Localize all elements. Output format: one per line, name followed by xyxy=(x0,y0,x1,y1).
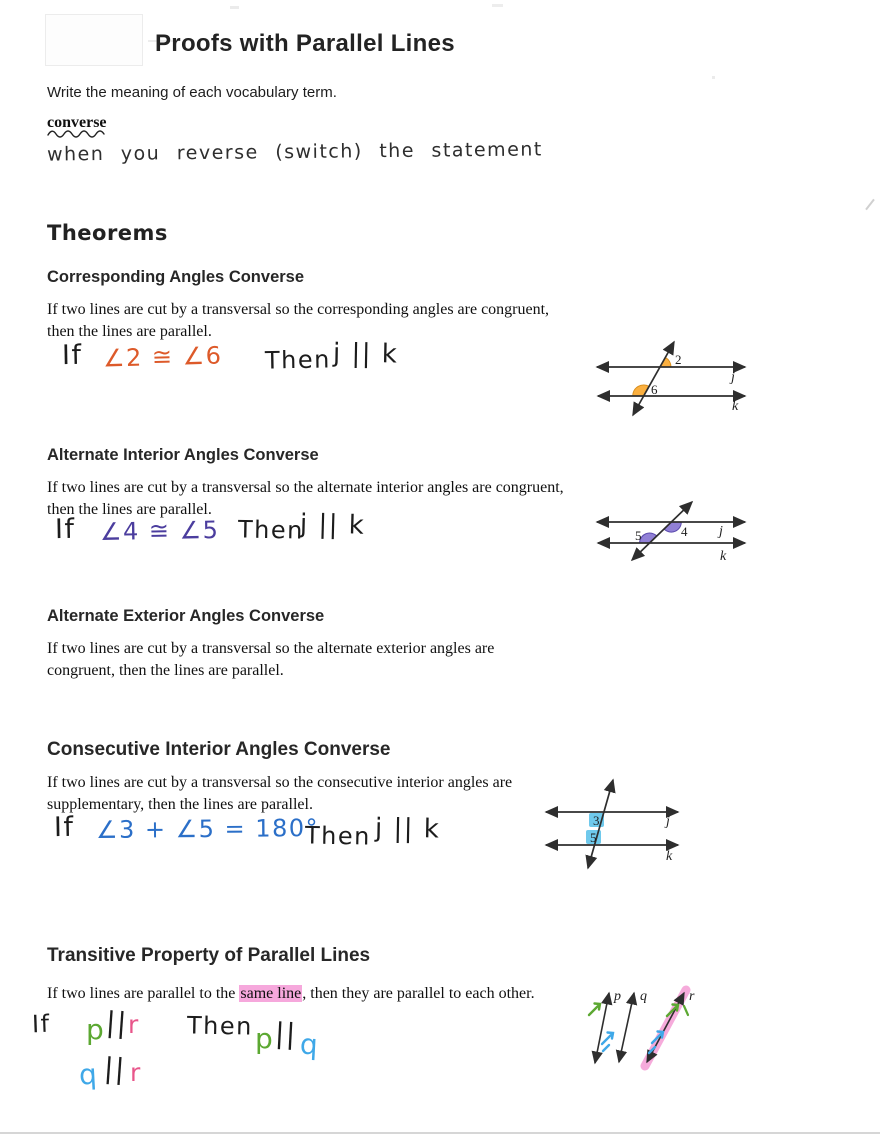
line-q xyxy=(619,993,634,1062)
body-line: , then they are parallel to each other. xyxy=(302,985,535,1002)
section-heading: Transitive Property of Parallel Lines xyxy=(47,945,371,966)
body-line: congruent, then the lines are parallel. xyxy=(47,661,284,679)
corresponding-diagram xyxy=(592,328,767,423)
blue-pen-mark xyxy=(602,1033,613,1052)
scan-artifact xyxy=(492,4,503,7)
transitive-diagram xyxy=(583,980,713,1085)
scan-artifact xyxy=(712,76,715,79)
angle-3-label: 3 xyxy=(593,813,600,828)
hw-parallel-bars: || xyxy=(104,1005,129,1040)
hw-r: r xyxy=(128,1010,140,1039)
body-line: If two lines are cut by a transversal so the corresponding angles are congruent, xyxy=(47,301,550,318)
highlighted-phrase: same line xyxy=(240,985,302,1002)
angle-2-label: 2 xyxy=(675,352,682,367)
vocab-term: converse xyxy=(47,114,107,131)
angle-4-label: 4 xyxy=(681,524,688,539)
scan-artifact xyxy=(865,199,875,210)
angle-5-label: 5 xyxy=(590,830,597,845)
hw-p: p xyxy=(255,1022,275,1055)
section-heading: Corresponding Angles Converse xyxy=(47,268,305,286)
body-line: then the lines are parallel. xyxy=(47,322,212,340)
hw-if: If xyxy=(53,811,75,844)
section-heading: Alternate Exterior Angles Converse xyxy=(47,607,325,625)
hw-parallel-bars: || xyxy=(102,1051,127,1086)
hw-condition: ∠4 ≅ ∠5 xyxy=(99,515,220,547)
section-body xyxy=(47,638,587,681)
angle-5-label: 5 xyxy=(635,528,642,543)
hw-r: r xyxy=(130,1058,142,1087)
section-body xyxy=(47,772,587,815)
hw-if: If xyxy=(54,513,76,546)
hw-conclusion: j || k xyxy=(332,338,399,370)
wavy-underline xyxy=(46,129,116,139)
page-bottom-edge xyxy=(0,1132,880,1134)
line-k-label: k xyxy=(666,849,673,864)
line-j-label: j xyxy=(719,524,723,539)
line-j-label: j xyxy=(666,814,670,829)
body-line: If two lines are cut by a transversal so the alternate exterior angles are xyxy=(47,640,495,657)
hw-parallel-bars: || xyxy=(274,1016,298,1051)
hw-then: Then xyxy=(237,515,305,545)
line-r xyxy=(647,993,684,1062)
theorems-heading: Theorems xyxy=(47,221,168,245)
line-j-label: j xyxy=(731,370,735,385)
body-line: If two lines are cut by a transversal so the alternate interior angles are congruent, xyxy=(47,479,564,496)
body-line: If two lines are cut by a transversal so the consecutive interior angles are xyxy=(47,774,513,791)
section-heading: Consecutive Interior Angles Converse xyxy=(47,739,391,760)
body-line: supplementary, then the lines are parallel. xyxy=(47,795,313,813)
whiteout-box xyxy=(45,14,143,66)
angle-6-label: 6 xyxy=(651,382,658,397)
hw-p: p xyxy=(86,1013,106,1046)
hw-condition: ∠3 + ∠5 = 180° xyxy=(95,814,320,844)
instruction-text: Write the meaning of each vocabulary term. xyxy=(47,84,337,101)
hw-conclusion: j || k xyxy=(299,509,366,541)
body-line: If two lines are parallel to the xyxy=(47,985,240,1002)
line-p-label: p xyxy=(614,989,621,1004)
page-title: Proofs with Parallel Lines xyxy=(155,30,455,57)
alt-interior-diagram xyxy=(592,488,767,573)
line-k-label: k xyxy=(732,399,739,414)
section-body xyxy=(47,299,607,342)
line-r-label: r xyxy=(689,989,695,1004)
handwritten-definition: when you reverse (switch) the statement xyxy=(46,138,543,166)
hw-q: q xyxy=(299,1027,321,1062)
section-body xyxy=(47,983,607,1005)
hw-condition: ∠2 ≅ ∠6 xyxy=(102,341,223,373)
scan-artifact xyxy=(230,6,239,9)
green-pen-mark xyxy=(589,1004,600,1016)
line-k-label: k xyxy=(720,549,727,564)
transversal xyxy=(633,342,674,415)
hw-then: Then xyxy=(186,1011,254,1041)
line-q-label: q xyxy=(640,989,647,1004)
hw-if: If xyxy=(31,1009,52,1039)
body-line: then the lines are parallel. xyxy=(47,500,212,518)
hw-then: Then xyxy=(304,821,372,851)
green-pen-mark xyxy=(684,1006,688,1015)
hw-conclusion: j || k xyxy=(374,813,441,845)
hw-q: q xyxy=(78,1057,100,1092)
hw-then: Then xyxy=(264,345,332,375)
section-heading: Alternate Interior Angles Converse xyxy=(47,446,319,464)
hw-if: If xyxy=(61,339,83,372)
consec-interior-diagram xyxy=(538,765,688,880)
